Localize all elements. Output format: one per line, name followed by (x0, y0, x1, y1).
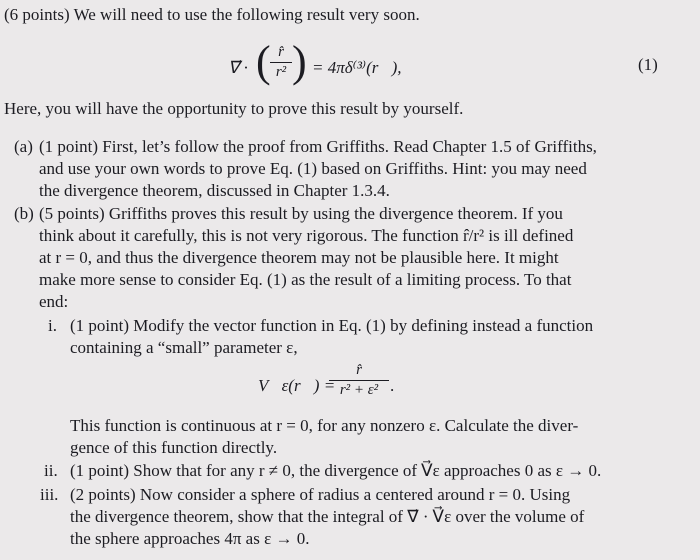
part-a-line: and use your own words to prove Eq. (1) based on Griffiths. Hint: you may need (39, 159, 587, 178)
part-b-line: end: (39, 292, 69, 311)
part-a-marker: (a) (14, 137, 33, 156)
eq1-label: (1) (638, 55, 658, 74)
sub-ii-line: (1 point) Show that for any r ≠ 0, the divergence of V⃗ε approaches 0 as ε → 0. (70, 461, 602, 480)
here-text: Here, you will have the opportunity to prove this result by yourself. (4, 99, 464, 118)
sub-i-eq-denominator: r² + ε² (339, 382, 379, 398)
eq1-rhs: = 4πδ⁽³⁾(r⃗), (312, 58, 402, 77)
eq1-operator: ∇⃗ · (228, 58, 248, 77)
eq1-left-paren: ( (256, 37, 271, 86)
sub-i-eq-fraction (329, 362, 389, 399)
sub-i-line: containing a “small” parameter ε, (70, 338, 298, 357)
sub-iii-line: (2 points) Now consider a sphere of radius a centered around r = 0. Using (70, 485, 571, 504)
sub-i-line: (1 point) Modify the vector function in Eq. (1) by defining instead a function (70, 316, 594, 335)
eq1-right-paren: ) (292, 37, 307, 86)
part-b-line: think about it carefully, this is not very rigorous. The function r̂/r² is ill defined (39, 226, 574, 245)
eq1-fraction (270, 44, 292, 81)
part-b-line: at r = 0, and thus the divergence theorem may not be plausible here. It might (39, 248, 559, 267)
sub-i-after-line: gence of this function directly. (70, 438, 278, 457)
part-a-line: the divergence theorem, discussed in Chapter 1.3.4. (39, 181, 390, 200)
part-b-line: (5 points) Griffiths proves this result by using the divergence theorem. If you (39, 204, 563, 223)
sub-i-eq-numerator: r̂ (356, 362, 362, 378)
sub-ii-marker: ii. (44, 461, 58, 480)
sub-i-marker: i. (48, 316, 57, 335)
sub-i-eq-end: . (390, 376, 395, 395)
intro-text: (6 points) We will need to use the following result very soon. (4, 5, 420, 24)
sub-iii-line: the divergence theorem, show that the integral of ∇⃗ · V⃗ε over the volume of (70, 507, 585, 526)
part-b-line: make more sense to consider Eq. (1) as the result of a limiting process. To that (39, 270, 572, 289)
part-a-line: (1 point) First, let’s follow the proof from Griffiths. Read Chapter 1.5 of Griffiths, (39, 137, 597, 156)
sub-i-after-line: This function is continuous at r = 0, for any nonzero ε. Calculate the diver- (70, 416, 579, 435)
sub-iii-marker: iii. (40, 485, 59, 504)
sub-iii-line: the sphere approaches 4π as ε → 0. (70, 529, 310, 548)
eq1-denominator: r² (275, 64, 287, 80)
sub-i-eq-lhs: V⃗ε(r⃗) = (258, 376, 336, 395)
part-b-marker: (b) (14, 204, 34, 223)
eq1-numerator: r̂ (278, 44, 284, 60)
